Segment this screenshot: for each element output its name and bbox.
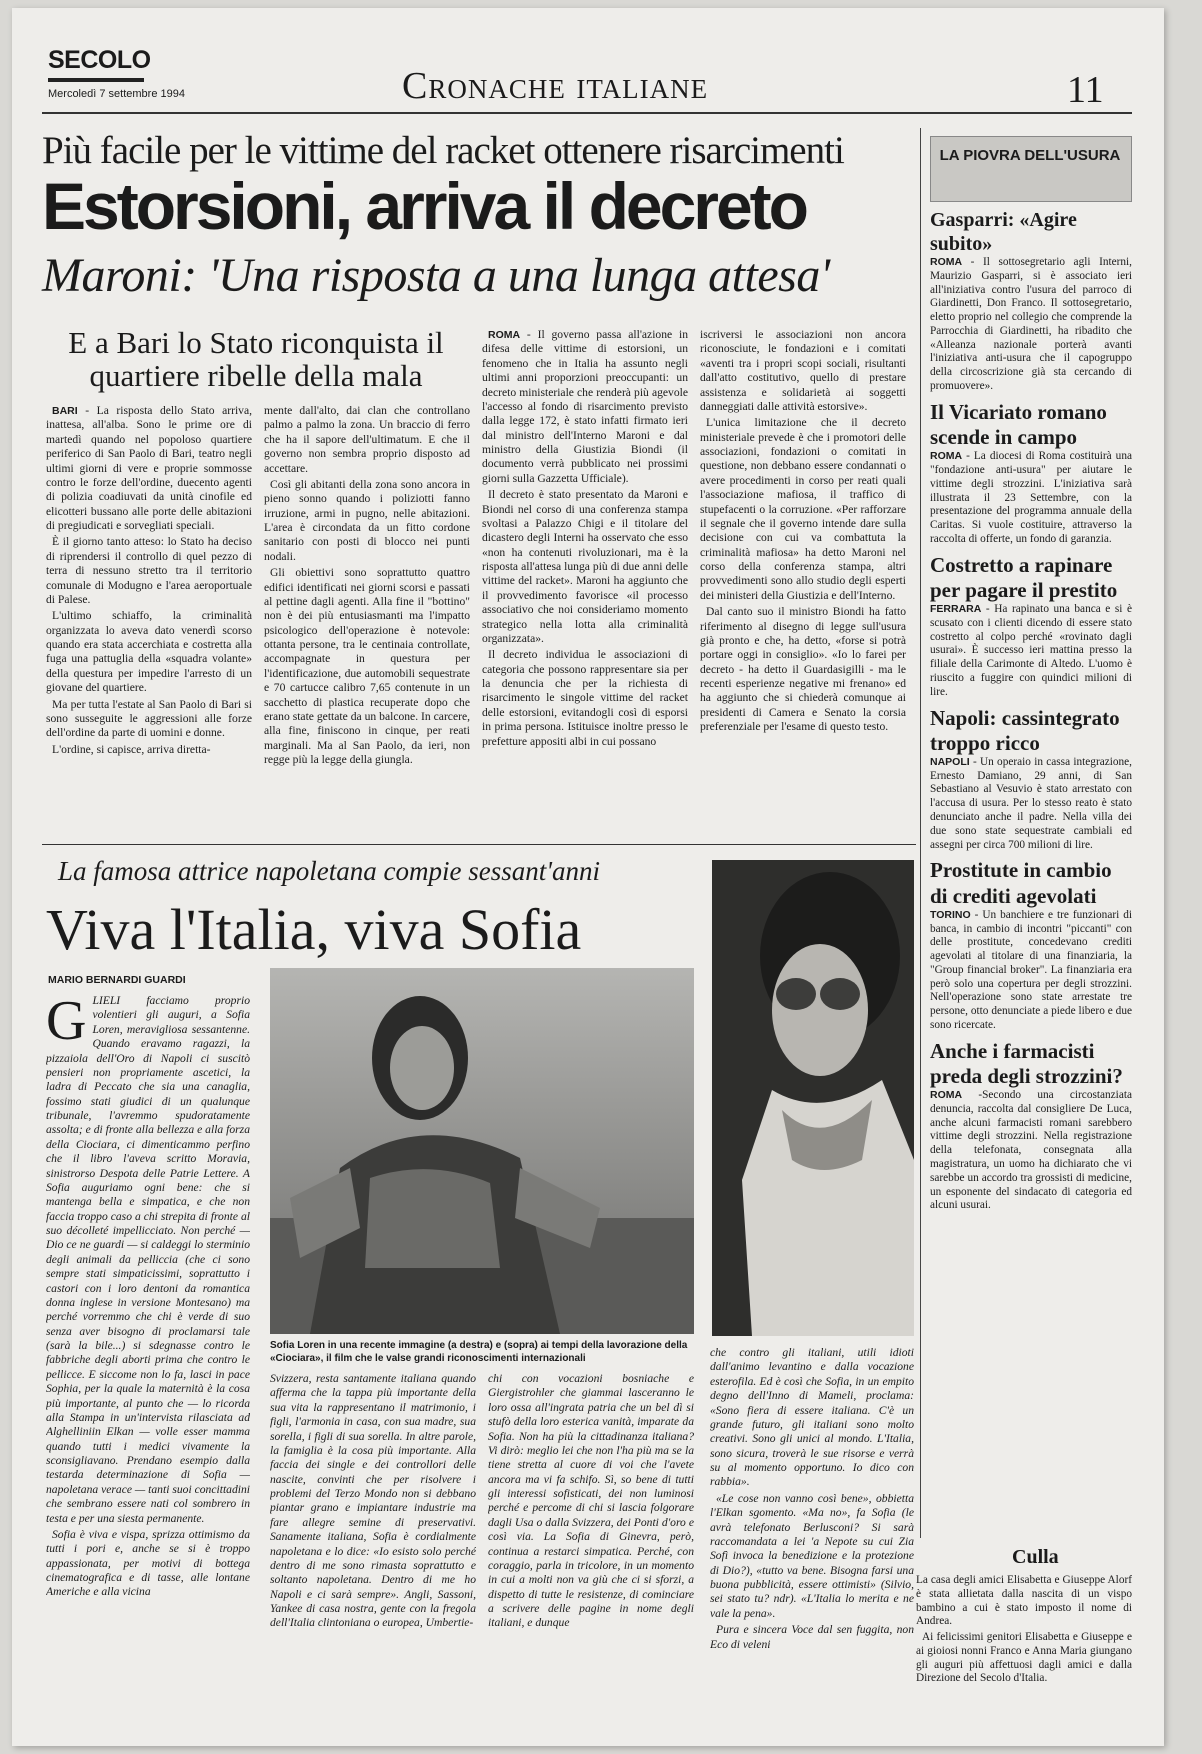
sofia-paragraph: «Le cose non vanno così bene», obbietta l'Elkan sgomento. «Ma no», fa Sofia (le avrà telefonato Berlusconi? Si sarà raccomandata a lei 'a Nepote su cui Zia Sofì invoca la benedizione e la protezione di Dio?), «tutto va bene. Bisogna farsi una buona pubblicità, essere ottimisti» (Silvio, sei stato tu? ndr). «L'Italia lo merita e ne vale la pena». bbox=[710, 1491, 914, 1620]
brief-body: - Un operaio in cassa integrazione, Ernesto Damiano, 29 anni, di San Sebastiano al Vesuvio è stato arrestato con l'accusa di usura. Per lo stesso reato è stato denunciato anche il padre. Nella villa dei due sono state sequestrate cambiali ed assegni per circa 700 milioni di lire. bbox=[930, 755, 1132, 851]
bari-paragraph: Così gli abitanti della zona sono ancora in pieno sonno quando i poliziotti fanno irruzione, armi in pugno, nelle abitazioni. L'area è circondata da un fitto cordone sanitario con posti di blocco nei punti nodali. bbox=[264, 477, 470, 563]
sofia-column-3 bbox=[488, 1372, 694, 1734]
brief-body: -Secondo una circostanziata denuncia, raccolta dal consigliere De Luca, anche alcuni farmacisti romani sarebbero vittime degli strozzini. Nella registrazione della telefonata, consegnata alla magistratura, un uomo ha dichiarato che vi sarebbe un accordo tra grossisti di medicine, un esponente del sindacato di categoria ed alcuni usurai. bbox=[930, 1089, 1132, 1212]
brief-title: Anche i farmacisti preda degli strozzini? bbox=[930, 1038, 1123, 1088]
roma-dateline: ROMA bbox=[488, 329, 521, 341]
masthead-rule bbox=[42, 112, 1132, 114]
roma-column-1 bbox=[482, 328, 688, 824]
brief-item bbox=[930, 553, 1132, 700]
main-kicker: Più facile per le vittime del racket ottenere risarcimenti bbox=[42, 129, 844, 172]
sofia-column-1 bbox=[46, 994, 250, 1734]
photo-sofia-ciociara bbox=[270, 968, 694, 1334]
roma-column-2 bbox=[700, 328, 906, 824]
sofia-paragraph: LIELI facciamo proprio volentieri gli auguri, a Sofia Loren, meravigliosa sessantenne. Quando eravamo ragazzi, la pizzaiola dell'Oro di Napoli ci suscitò pensieri non propriamente ascetici, la ladra di Peccato che sia una canaglia, fossimo stati giudici di un qualunque tribunale, l'avremmo spudoratamente assolta; e di fronte alla bellezza e alla forza della Ciociara, ci dimenticammo perfino che il libro l'aveva scritto Moravia, sinistrorso Despota delle Patrie Lettere. A Sofia auguriamo ogni bene: che si mantenga bella e simpatica, e che non faccia troppo caso a chi strepita di fronte al suo décolleté impellicciato. Non perché — Dio ce ne guardi — si caldeggi lo sterminio degli animali da pelliccia (che ci sono sempre stati simpaticissimi, soprattutto i castori con i loro dentoni da romantica donna inglese in versione Montesano) ma perché vorremmo che chi è verde di suo senza aver bisogno di proclamarsi tale (sarà la bile...) si sdegnasse contro le fabbriche degli aborti prima che contro le pellicce. E siccome non lo fa, lasci in pace Sophia, per la quale la maternità è la cosa più importante, al punto che — lo ricorda alla Stampa in un'intervista rilasciata ad Alghelliniin Elkan — volle esser mamma quando tutti i medici vivamente la sconsigliavano. Prendano esempio dalla testarda determinazione di Sofia — napoletana verace — tanti suoi concittadini che sembrano essere nati col sombrero in testa e per una siesta permanente. bbox=[46, 994, 250, 1525]
page-number: 11 bbox=[1067, 69, 1104, 111]
sofia-paragraph: Svizzera, resta santamente italiana quando afferma che la tappa più importante della sua vita la rappresentano il matrimonio, i figli, l'armonia in casa, con sua madre, sua sorella, i figli di sua sorella. In altre parole, la famiglia è la cosa più importante. Alla faccia dei single e dei controllori delle nascite, convinti che per risolvere i problemi del Terzo Mondo non si debbano piantar grano e impiantare industrie ma fare allegre semine di preservativi. Sanamente italiana, Sofia è cordialmente napoletana e lo dice: «Io esisto solo perché dentro di me sono rimasta soprattutto e soltanto napoletana. Dentro di me ho Napoli e ci sarà sempre». Angli, Sassoni, Yankee di casa nostra, gente con la fregola dell'Italia clintoniana o europea, Umbertie- bbox=[270, 1372, 476, 1630]
brief-title: Prostitute in cambio di crediti agevolati bbox=[930, 858, 1112, 908]
sofia-paragraph: Pura e sincera Voce dal sen fuggita, non Eco di veleni bbox=[710, 1623, 914, 1651]
brief-dateline: TORINO bbox=[930, 908, 971, 921]
brief-dateline: FERRARA bbox=[930, 603, 982, 616]
bari-column-2 bbox=[264, 404, 470, 822]
bari-dateline: BARI bbox=[52, 405, 78, 417]
culla-text bbox=[916, 1574, 1132, 1746]
masthead-date: Mercoledì 7 settembre 1994 bbox=[48, 88, 185, 100]
brief-body: - Un banchiere e tre funzionari di banca, in cambio di incontri "piccanti" con delle prostitute, concedevano crediti agevolati al titolare di una finanziaria, la "Group financial broker". La finanziaria era però solo una copertura per degli strozzini. Nell'operazione sono state arrestate tre persone, otto denunciate a piede libero e due sono ricercate. bbox=[930, 908, 1132, 1031]
sofia-column-2 bbox=[270, 1372, 476, 1734]
sofia-column-4 bbox=[710, 1346, 914, 1734]
sidebar-label-box bbox=[930, 136, 1132, 202]
brief-text bbox=[930, 256, 1132, 394]
dropcap: G bbox=[46, 994, 87, 1052]
brief-dateline: ROMA bbox=[930, 450, 963, 463]
bari-paragraph: L'ultimo schiaffo, la criminalità organizzata lo aveva dato venerdì scorso quando era stata accerchiata e costretta alla fuga una pattuglia della «squadra volante» della questura per impedire l'arresto di un giovane del quartiere. bbox=[46, 609, 252, 695]
culla-paragraph: Ai felicissimi genitori Elisabetta e Giuseppe e ai gioiosi nonni Franco e Anna Maria giungano gli auguri più affettuosi dagli amici e dalla Direzione del Secolo d'Italia. bbox=[916, 1631, 1132, 1685]
photo-sofia-recent bbox=[712, 860, 914, 1336]
brief-dateline: ROMA bbox=[930, 1089, 963, 1102]
brief-item bbox=[930, 208, 1132, 394]
bari-paragraph: Ma per tutta l'estate al San Paolo di Bari si sono susseguite le aggressioni alle forze dell'ordine da parte di uomini e donne. bbox=[46, 697, 252, 740]
sofia-kicker: La famosa attrice napoletana compie sessant'anni bbox=[58, 856, 600, 886]
culla-title: Culla bbox=[1012, 1546, 1059, 1568]
sofia-paragraph: Sofia è viva e vispa, sprizza ottimismo da tutti i pori e, anche se si è troppo appassionata, per motivi di bottega cinematografica e di tasse, alle lontane Americhe e alla vicina bbox=[46, 1527, 250, 1599]
roma-paragraph: Il decreto è stato presentato da Maroni e Biondi nel corso di una conferenza stampa svoltasi a Palazzo Chigi e il titolare del dicastero degli Interni ha osservato che esso «non ha contenuti rivoluzionari, ma è la risposta all'attesa lunga più di due anni delle vittime del racket». Maroni ha aggiunto che il provvedimento favorisce «il processo associativo che noi consideriamo momento strategico nella lotta alla criminalità organizzata». bbox=[482, 488, 688, 645]
brief-text bbox=[930, 603, 1132, 699]
brief-item bbox=[930, 706, 1132, 853]
sofia-paragraph: che contro gli italiani, utili idioti dall'animo levantino e dalla vocazione esterofila. Ed è così che Sofia, in un empito degno dell'Inno di Mameli, proclama: «Sono fiera di essere italiana. C'è un grande futuro, gli italiani sono molto creativi. Sono gli unici al mondo. L'Italia, sono sicura, troverà le sue risorse e verrà su al momento opportuno. Io dico con rabbia». bbox=[710, 1346, 914, 1489]
brief-dateline: NAPOLI bbox=[930, 755, 970, 768]
brief-item bbox=[930, 858, 1132, 1032]
bari-column-1 bbox=[46, 404, 252, 822]
brief-title: Gasparri: «Agire subito» bbox=[930, 209, 1077, 255]
bari-paragraph: - La risposta dello Stato arriva, inattesa, all'alba. Sono le prime ore di martedì quando nel popoloso quartiere periferico di San Paolo di Bari, teatro negli ultimi giorni di vere e proprie sommosse contro le forze dell'ordine, duecento agenti di polizia coadiuvati da unità cinofile ed elicotteri bussano alle porte delle abitazioni di pregiudicati e sorvegliati speciali. bbox=[46, 404, 252, 532]
brief-item bbox=[930, 400, 1132, 547]
roma-paragraph: - Il governo passa all'azione in difesa delle vittime di estorsioni, un fenomeno che in Italia ha assunto negli ultimi anni proporzioni preoccupanti: un decreto ministeriale che renderà più agevole l'accesso al fondo di risarcimento previsto dalla legge 172, è stato infatti firmato ieri dal ministro dell'Interno Maroni e dal ministro della Giustizia Biondi (il documento verrà pubblicato nei prossimi giorni sulla Gazzetta Ufficiale). bbox=[482, 328, 688, 485]
roma-paragraph: iscriversi le associazioni non ancora riconosciute, le fondazioni e i comitati «aventi tra i propri scopi sociali, risultanti dall'atto costitutivo, quello di prestare assistenza e solidarietà ai soggetti danneggiati dalle attività estorsive». bbox=[700, 328, 906, 413]
photo-sofia-ciociara-image bbox=[270, 968, 694, 1334]
bari-headline: E a Bari lo Stato riconquista il quartiere ribelle della mala bbox=[68, 325, 444, 394]
roma-paragraph: Dal canto suo il ministro Biondi ha fatto riferimento al disegno di legge sull'usura già pronto e che, ha detto, «forse si potrà portare oggi in consiglio». «Io lo farei per decreto - ha detto il Guardasigilli - ma le recenti esperienze negative mi frenano» ed ha aggiunto che si chiederà comunque ai presidenti di Camera e Senato la corsia preferenziale per l'esame di questo testo. bbox=[700, 605, 906, 734]
sofia-title: Viva l'Italia, viva Sofia bbox=[46, 897, 582, 962]
sidebar-label: LA PIOVRA DELL'USURA bbox=[939, 147, 1121, 164]
brief-title: Costretto a rapinare per pagare il prestito bbox=[930, 552, 1118, 602]
brief-title: Il Vicariato romano scende in campo bbox=[930, 399, 1107, 449]
main-headline: Estorsioni, arriva il decreto bbox=[42, 169, 806, 243]
sofia-paragraph: chi con vocazioni bosniache e Giergistrohler che giammai lasceranno le loro ossa all'ingrata patria che un bel dì si stufò della loro esterica vanità, imparate da Sofia. Non ha più la cittadinanza italiana? Vi dirò: meglio lei che non l'ha più ma se la tiene stretta al cuore di voi che l'avete ancora ma vi fa schifo. Sì, so bene di tutti gli interessi sofisticati, dei non luminosi perché e percome di chi si lascia folgorare dagli Usa o dalla Svizzera, dei Ponti d'oro e così via. La Sofia di Ginevra, però, continua a restarci simpatica. Perché, con coraggio, parla in tricolore, in un momento in cui a molti non va giù che ci si sforzi, a dispetto di tutte le resistenze, di cominciare a scrivere delle pagine in nome degli italiani, e dunque bbox=[488, 1372, 694, 1630]
brief-title: Napoli: cassintegrato troppo ricco bbox=[930, 705, 1120, 755]
brief-body: - Ha rapinato una banca e si è scusato con i clienti dicendo di essere stato costretto al colpo perché «rovinato dagli usurai». È successo ieri mattina presso la filiale della Carimonte di Altedo. L'uomo è riuscito a fuggire con quindici milioni di lire. bbox=[930, 603, 1132, 698]
masthead-bar bbox=[48, 78, 144, 82]
brief-text bbox=[930, 756, 1132, 852]
culla-paragraph: La casa degli amici Elisabetta e Giuseppe Alorf è stata allietata dalla nascita di un vispo bambino a cui è stato imposto il nome di Andrea. bbox=[916, 1574, 1132, 1628]
main-subhead: Maroni: 'Una risposta a una lunga attesa' bbox=[42, 249, 830, 302]
sofia-byline: MARIO BERNARDI GUARDI bbox=[48, 974, 186, 986]
section-divider bbox=[42, 844, 916, 845]
masthead-name: SECOLO bbox=[48, 46, 151, 74]
roma-paragraph: L'unica limitazione che il decreto ministeriale prevede è che i promotori delle associazioni, fondazioni o comitati in questione, non debbano essere condannati o avere procedimenti in corso per reati quali l'associazione mafiosa, il traffico di stupefacenti o la corruzione. «Per rafforzare il segnale che il governo intende dare sulla decisione con cui va combattuta la criminalità mafiosa» ha detto Maroni nel corso della conferenza stampa, altri provvedimenti sono allo studio degli esperti dei ministeri della Giustizia e dell'Interno. bbox=[700, 416, 906, 602]
brief-body: - Il sottosegretario agli Interni, Maurizio Gasparri, si è associato ieri all'iniziativa contro l'usura del parroco di Giardinetti, Don Franco. Il sottosegretario, eletto proprio nel collegio che comprende la Parrocchia di Giardinetti, ha ribadito che «Alleanza nazionale porterà avanti l'iniziativa anti-usura che il capogruppo della circoscrizione già sta cercando di promuovere». bbox=[930, 256, 1132, 393]
brief-text bbox=[930, 450, 1132, 546]
brief-dateline: ROMA bbox=[930, 256, 963, 268]
sidebar-briefs bbox=[930, 208, 1132, 1538]
bari-paragraph: Gli obiettivi sono soprattutto quattro edifici identificati nei giorni scorsi e passati al pettine dagli agenti. Alla fine il "bottino" non è dei più entusiasmanti ma l'impatto psicologico dell'operazione è notevole: ottanta persone, tra le centinaia controllate, accompagnate in questura per l'identificazione, due automobili sequestrate e 70 cartucce calibro 7,65 contenute in un sacchetto di plastica recuperate dopo che erano state gettate da un balcone. In carcere, alla fine, finiscono in cinque, per reati marginali. Ma al San Paolo, da ieri, non regge più la legge della giungla. bbox=[264, 566, 470, 766]
bari-paragraph: È il giorno tanto atteso: lo Stato ha deciso di riprendersi il controllo di quel pezzo di terra di nessuno stretto tra il territorio comunale di Modugno e l'area aeroportuale di Palese. bbox=[46, 535, 252, 606]
brief-item bbox=[930, 1039, 1132, 1213]
brief-text bbox=[930, 1089, 1132, 1213]
roma-paragraph: Il decreto individua le associazioni di categoria che possono rappresentare sia per la denuncia che per la richiesta di risarcimento le singole vittime del racket delle estorsioni, evitandogli così di esporsi in prima persona. Istituisce inoltre presso le prefetture appositi albi in cui possano bbox=[482, 648, 688, 748]
newspaper-page bbox=[12, 8, 1164, 1746]
photo-sofia-recent-image bbox=[712, 860, 914, 1336]
section-title: Cronache italiane bbox=[402, 65, 709, 107]
bari-paragraph: mente dall'alto, dai clan che controllano palmo a palmo la zona. Un braccio di ferro che ha il sapore dell'ultimatum. E che il governo non sembra proprio disposto ad accettare. bbox=[264, 404, 470, 475]
bari-paragraph: L'ordine, si capisce, arriva diretta- bbox=[52, 742, 211, 756]
brief-body: - La diocesi di Roma costituirà una "fondazione anti-usura" per aiutare le vittime degli strozzini. L'iniziativa sarà illustrata il 23 Settembre, con la presentazione del programma annuale della Caritas. Si vuole costituire, attraverso la raccolta di offerte, un fondo di garanzia. bbox=[930, 450, 1132, 545]
photo-caption: Sofia Loren in una recente immagine (a destra) e (sopra) ai tempi della lavorazione della «Ciociara», il film che le valse grandi riconoscimenti internazionali bbox=[270, 1340, 688, 1364]
brief-text bbox=[930, 909, 1132, 1033]
sidebar-divider bbox=[920, 128, 921, 1538]
